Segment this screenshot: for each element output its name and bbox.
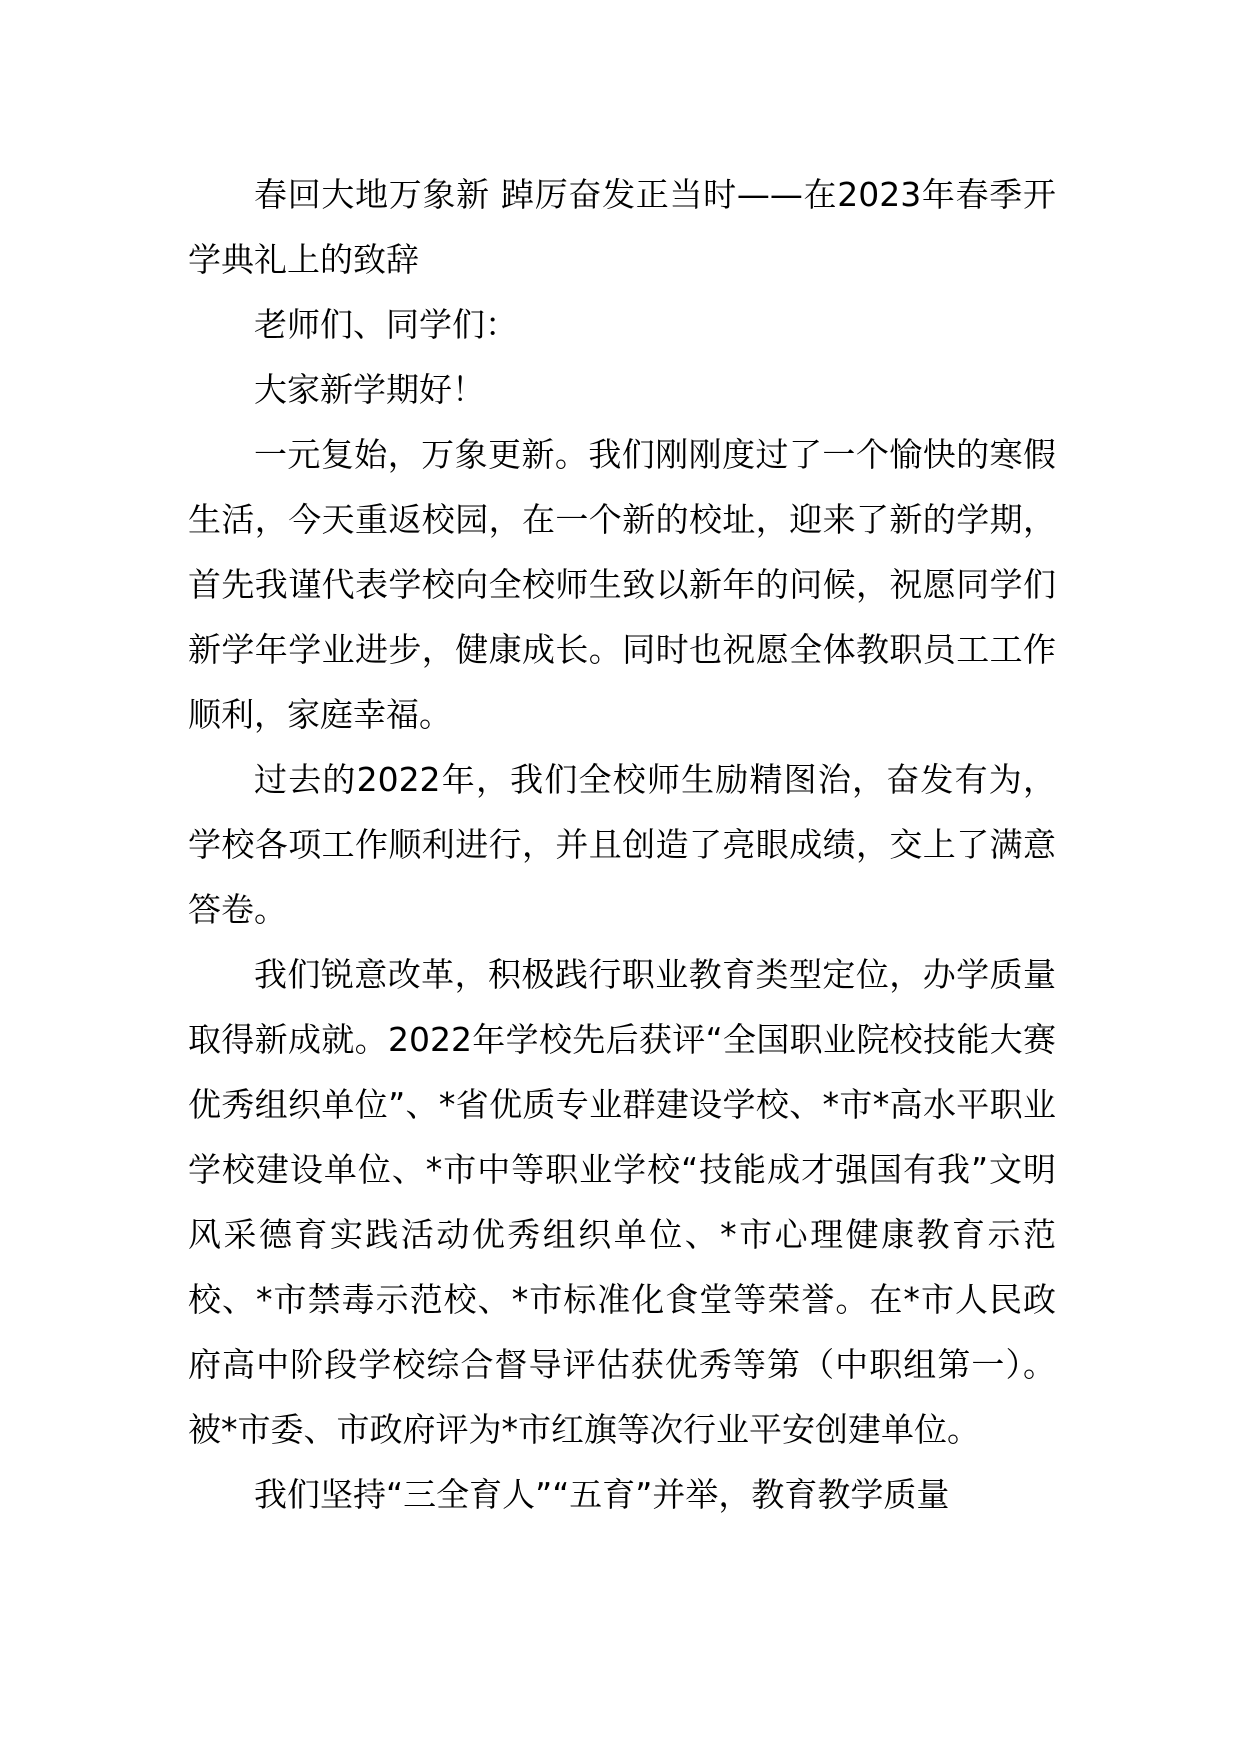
document-body [188, 162, 1056, 1527]
document-title: 春回大地万象新 踔厉奋发正当时——在2023年春季开学典礼上的致辞 [188, 175, 1056, 279]
body-paragraph-2: 过去的2022年，我们全校师生励精图治，奋发有为，学校各项工作顺利进行，并且创造了亮眼成绩，交上了满意答卷。 [188, 760, 1056, 929]
body-paragraph-3: 我们锐意改革，积极践行职业教育类型定位，办学质量取得新成就。2022年学校先后获评“全国职业院校技能大赛优秀组织单位”、*省优质专业群建设学校、*市*高水平职业学校建设单位、*市中等职业学校“技能成才强国有我”文明风采德育实践活动优秀组织单位、*市心理健康教育示范校、*市禁毒示范校、*市标准化食堂等荣誉。在*市人民政府高中阶段学校综合督导评估获优秀等第（中职组第一）。被*市委、市政府评为*市红旗等次行业平安创建单位。 [188, 955, 1056, 1449]
body-paragraph-4: 我们坚持“三全育人”“五育”并举，教育教学质量 [254, 1475, 950, 1514]
salutation: 老师们、同学们： [254, 305, 518, 344]
body-paragraph-1: 一元复始，万象更新。我们刚刚度过了一个愉快的寒假生活，今天重返校园，在一个新的校址，迎来了新的学期，首先我谨代表学校向全校师生致以新年的问候，祝愿同学们新学年学业进步，健康成长。同时也祝愿全体教职员工工作顺利，家庭幸福。 [188, 435, 1056, 734]
greeting: 大家新学期好！ [254, 370, 485, 409]
